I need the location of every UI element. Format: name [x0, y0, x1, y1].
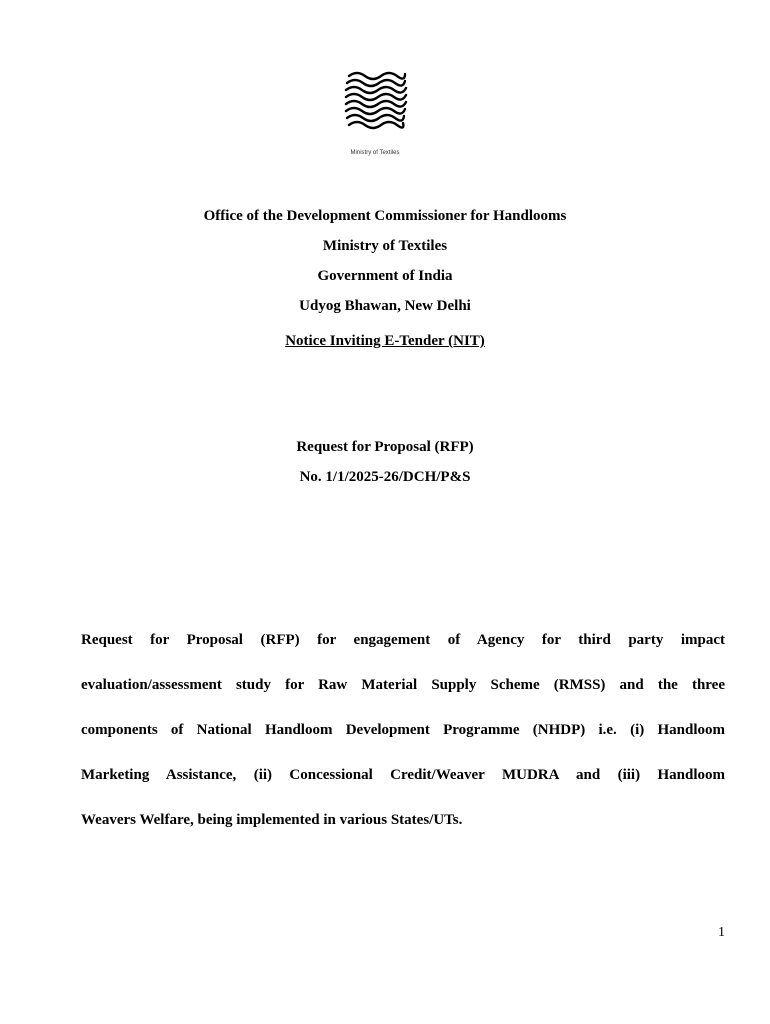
address-heading: Udyog Bhawan, New Delhi: [299, 298, 471, 314]
rfp-subject-paragraph: [81, 606, 725, 854]
notice-title-text: Notice Inviting E-Tender (NIT): [285, 333, 485, 349]
rfp-number: No. 1/1/2025-26/DCH/P&S: [299, 469, 471, 485]
subject-line: Marketing Assistance, (ii) Concessional Credit/Weaver MUDRA and (iii) Handloom: [81, 766, 725, 783]
office-name-heading: Office of the Development Commissioner for Handlooms: [203, 208, 567, 224]
subject-line: Request for Proposal (RFP) for engagement of Agency for third party impact: [81, 631, 725, 648]
ministry-of-textiles-logo-icon: [343, 70, 409, 130]
logo-caption: Ministry of Textiles: [350, 150, 400, 156]
government-heading: Government of India: [317, 268, 453, 284]
subject-line: evaluation/assessment study for Raw Material Supply Scheme (RMSS) and the three: [81, 676, 725, 693]
notice-title: [0, 332, 770, 350]
subject-line: Weavers Welfare, being implemented in various States/UTs.: [81, 811, 463, 828]
subject-line: components of National Handloom Development Programme (NHDP) i.e. (i) Handloom: [81, 721, 725, 738]
page-number: 1: [718, 925, 725, 940]
ministry-heading: Ministry of Textiles: [322, 238, 448, 254]
rfp-title: Request for Proposal (RFP): [296, 439, 474, 455]
